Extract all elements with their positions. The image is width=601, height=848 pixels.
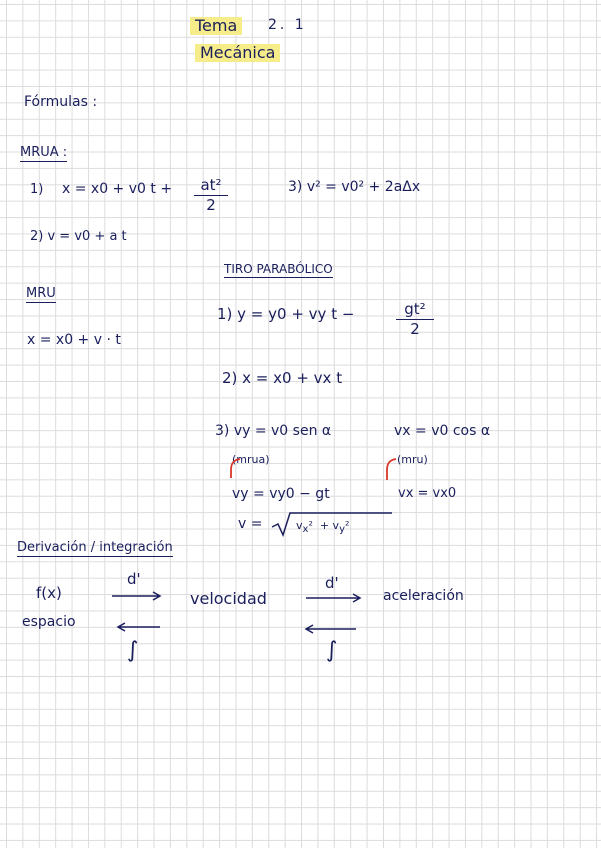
fx-label: f(x) <box>36 584 62 602</box>
subject-title: Mecánica <box>195 44 280 62</box>
integral-arrow-1 <box>118 623 160 631</box>
formulas-heading: Fórmulas : <box>24 94 98 110</box>
mrua-f1-denominator: 2 <box>206 196 216 214</box>
tiro-f3-vy: 3) vy = v0 sen α <box>215 423 332 439</box>
label-mru: (mru) <box>397 453 428 466</box>
tiro-f1-numerator: gt² <box>396 302 434 320</box>
v-radicand: vx² + vy² <box>296 519 350 536</box>
label-mrua: (mrua) <box>232 453 270 466</box>
mru-heading: MRU <box>26 286 56 301</box>
aceleracion-label: aceleración <box>383 588 464 604</box>
mrua-f1-numerator: at² <box>194 178 228 196</box>
integral-symbol-2: ∫ <box>326 638 338 663</box>
tiro-f1-denominator: 2 <box>410 320 420 338</box>
velocidad-label: velocidad <box>190 589 267 608</box>
square-root-sign <box>272 513 392 535</box>
tiro-heading: TIRO PARABÓLICO <box>224 262 333 276</box>
mrua-f3: 3) v² = v0² + 2aΔx <box>288 179 421 195</box>
mrua-bracket-red <box>231 459 240 478</box>
mrua-heading: MRUA : <box>20 145 68 160</box>
mrua-f2: 2) v = v0 + a t <box>30 229 127 244</box>
mrua-f1-index: 1) <box>30 182 44 197</box>
v-magnitude: v = <box>238 516 263 532</box>
mru-formula: x = x0 + v · t <box>27 332 121 348</box>
tiro-f1: 1) y = y0 + vy t − <box>217 305 355 323</box>
tiro-f2: 2) x = x0 + vx t <box>222 369 343 387</box>
derivative-arrow-2 <box>306 594 360 602</box>
vx-equation: vx = vx0 <box>398 486 457 501</box>
derivative-arrow-1 <box>112 592 160 600</box>
tiro-f3-vx: vx = v0 cos α <box>394 423 491 439</box>
derivative-symbol-1: d' <box>127 570 141 588</box>
mrua-f1-lhs: x = x0 + v0 t + <box>62 181 173 197</box>
espacio-label: espacio <box>22 614 76 630</box>
derivative-symbol-2: d' <box>325 574 339 592</box>
integral-arrow-2 <box>306 625 356 633</box>
topic-number: 2. 1 <box>268 17 307 33</box>
vy-equation: vy = vy0 − gt <box>232 486 330 502</box>
integral-symbol-1: ∫ <box>127 638 139 663</box>
mru-bracket-red <box>387 459 396 480</box>
topic-title: Tema <box>190 17 242 35</box>
deriv-heading: Derivación / integración <box>17 540 173 555</box>
